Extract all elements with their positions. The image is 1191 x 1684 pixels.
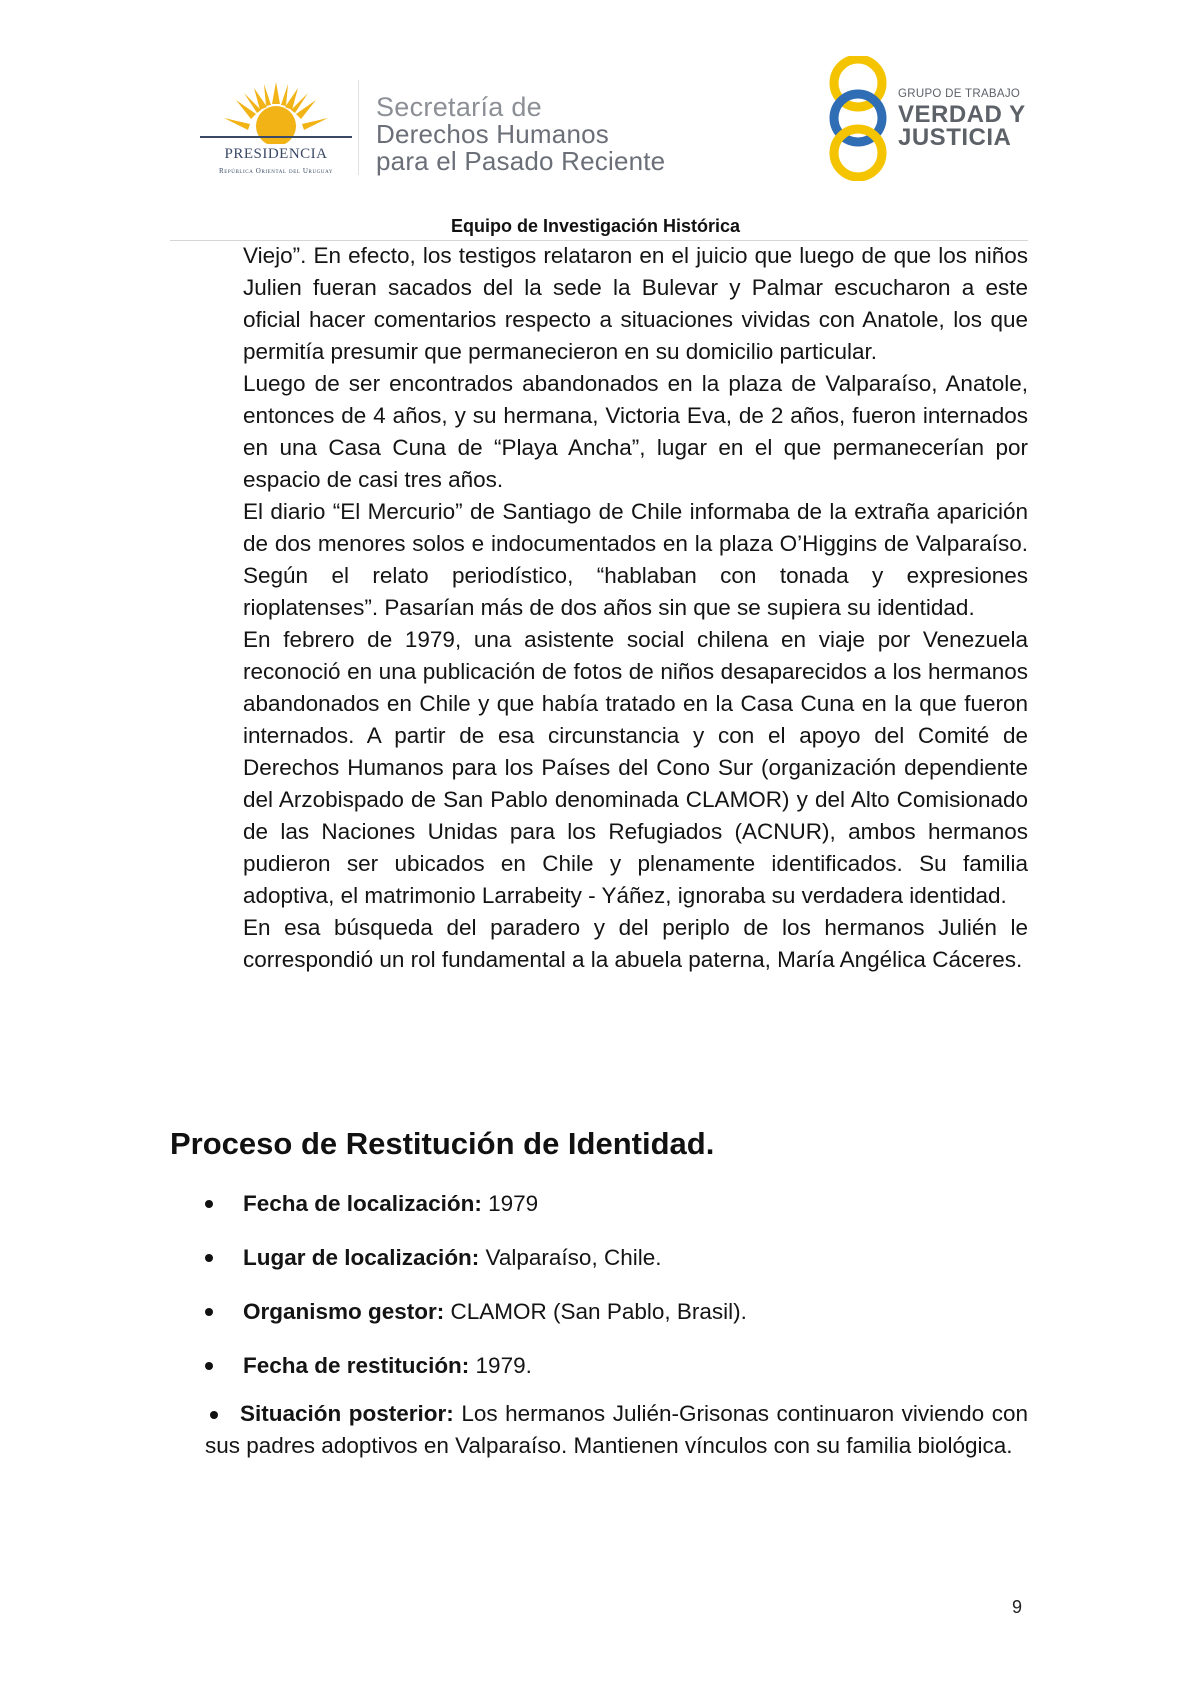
secretaria-line-2: Derechos Humanos (376, 119, 609, 149)
sun-emblem-icon (196, 80, 356, 144)
bullet-icon (210, 1411, 218, 1419)
grupo-trabajo-label: GRUPO DE TRABAJO (898, 88, 1021, 100)
secretaria-line-3: para el Pasado Reciente (376, 146, 666, 176)
presidencia-logo (196, 80, 356, 180)
final-list-item (205, 1398, 1028, 1462)
verdad-justicia-logo (822, 56, 1032, 181)
item-label: Organismo gestor: (243, 1299, 445, 1324)
header-divider (358, 80, 359, 175)
bullet-icon (205, 1254, 213, 1262)
item-label: Fecha de localización: (243, 1191, 482, 1216)
paragraph: En esa búsqueda del paradero y del periplo de los hermanos Julién le correspondió un rol fundamental a la abuela paterna, María Angélica Cáceres. (243, 915, 1028, 972)
paragraph: Luego de ser encontrados abandonados en la plaza de Valparaíso, Anatole, entonces de 4 años, y su hermana, Victoria Eva, de 2 años, fueron internados en una Casa Cuna de “Playa Ancha”, lugar en el que permanecerían por espacio de casi tres años. (243, 371, 1028, 492)
paragraph: El diario “El Mercurio” de Santiago de Chile informaba de la extraña aparición de dos menores solos e indocumentados en la plaza O’Higgins de Valparaíso. Según el relato periodístico, “hablaban con tonada y expresiones rioplatenses”. Pasarían más de dos años sin que se supiera su identidad. (243, 499, 1028, 620)
item-label: Fecha de restitución: (243, 1353, 470, 1378)
team-header: Equipo de Investigación Histórica (450, 216, 741, 236)
item-value: CLAMOR (San Pablo, Brasil). (444, 1299, 747, 1324)
bullet-icon (205, 1200, 213, 1208)
secretaria-line-1: Secretaría de (376, 92, 542, 122)
paragraph: En febrero de 1979, una asistente social chilena en viaje por Venezuela reconoció en una publicación de fotos de niños desaparecidos a los hermanos abandonados en Chile y que había tratado en la Casa Cuna en la que fueron internados. A partir de esa circunstancia y con el apoyo del Comité de Derechos Humanos para los Países del Cono Sur (organización dependiente del Arzobispado de San Pablo denominada CLAMOR) y del Alto Comisionado de las Naciones Unidas para los Refugiados (ACNUR), ambos hermanos pudieron ser ubicados en Chile y plenamente identificados. Su familia adoptiva, el matrimonio Larrabeity - Yáñez, ignoraba su verdadera identidad. (243, 627, 1028, 908)
page-number: 9 (1012, 1597, 1023, 1617)
item-value: 1979. (469, 1353, 532, 1378)
verdad-label: VERDAD Y (898, 101, 1026, 128)
item-label: Situación posterior: (240, 1401, 454, 1426)
item-label: Lugar de localización: (243, 1245, 480, 1270)
presidencia-subtitle: República Oriental del Uruguay (218, 167, 334, 175)
presidencia-name: PRESIDENCIA (224, 146, 328, 162)
item-value: Valparaíso, Chile. (479, 1245, 662, 1270)
paragraph: Viejo”. En efecto, los testigos relataron en el juicio que luego de que los niños Julien fueran sacados del la sede la Bulevar y Palmar escucharon a este oficial hacer comentarios respecto a situaciones vividas con Anatole, los que permitía presumir que permanecieron en su domicilio particular. (243, 243, 1028, 364)
secretaria-title (376, 94, 665, 175)
item-value: Los hermanos Julién-Grisonas continuaron viviendo con sus padres adoptivos en Valparaíso. Mantienen vínculos con su familia biológica. (205, 1401, 1028, 1458)
justicia-label: JUSTICIA (898, 124, 1012, 151)
section-title: Proceso de Restitución de Identidad. (170, 1126, 715, 1161)
linked-rings-icon (822, 56, 894, 181)
bullet-icon (205, 1362, 213, 1370)
bullet-icon (205, 1308, 213, 1316)
item-value: 1979 (481, 1191, 539, 1216)
body-text (243, 240, 1028, 976)
